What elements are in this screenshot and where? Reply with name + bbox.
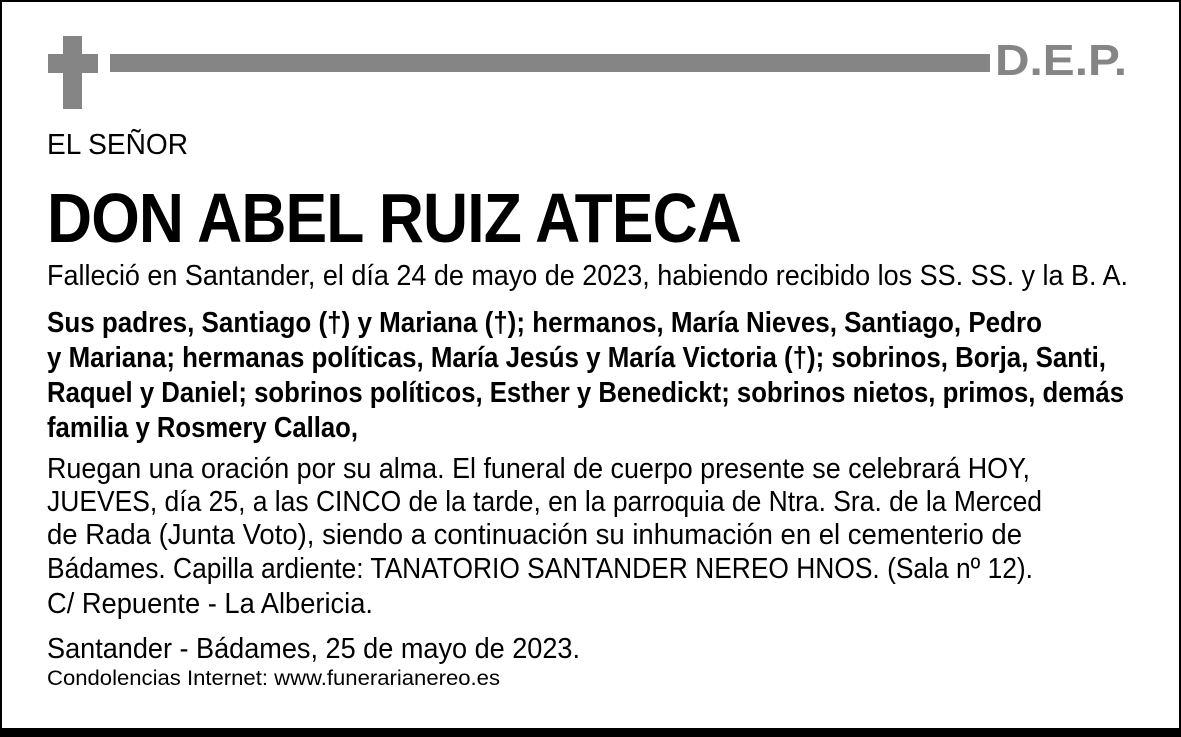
service-line: de Rada (Junta Voto), siendo a continuación su inhumación en el cementerio de (47, 519, 1022, 551)
service-line: C/ Repuente - La Albericia. (47, 588, 373, 620)
family-line: familia y Rosmery Callao, (47, 412, 358, 444)
family-line: Sus padres, Santiago (†) y Mariana (†); hermanos, María Nieves, Santiago, Pedro (47, 307, 1042, 339)
service-line: JUEVES, día 25, a las CINCO de la tarde, en la parroquia de Ntra. Sra. de la Merced (47, 486, 1042, 518)
cross-icon-arm (48, 54, 98, 73)
bottom-border (2, 728, 1179, 737)
place-date: Santander - Bádames, 25 de mayo de 2023. (47, 633, 580, 665)
header-rule (110, 54, 990, 72)
death-notice: Falleció en Santander, el día 24 de mayo de 2023, habiendo recibido los SS. SS. y la B. A. (47, 260, 1128, 292)
service-line: Bádames. Capilla ardiente: TANATORIO SANTANDER NEREO HNOS. (Sala nº 12). (47, 553, 1033, 585)
condolences-link: Condolencias Internet: www.funerarianereo.es (47, 667, 500, 690)
family-line: y Mariana; hermanas políticas, María Jesús y María Victoria (†); sobrinos, Borja, Santi, (47, 342, 1106, 374)
title-prefix: EL SEÑOR (47, 129, 188, 161)
deceased-name: DON ABEL RUIZ ATECA (47, 179, 741, 257)
family-line: Raquel y Daniel; sobrinos políticos, Esther y Benedickt; sobrinos nietos, primos, demás (47, 377, 1124, 409)
dep-label: D.E.P. (995, 36, 1127, 85)
service-line: Ruegan una oración por su alma. El funeral de cuerpo presente se celebrará HOY, (47, 453, 1030, 485)
